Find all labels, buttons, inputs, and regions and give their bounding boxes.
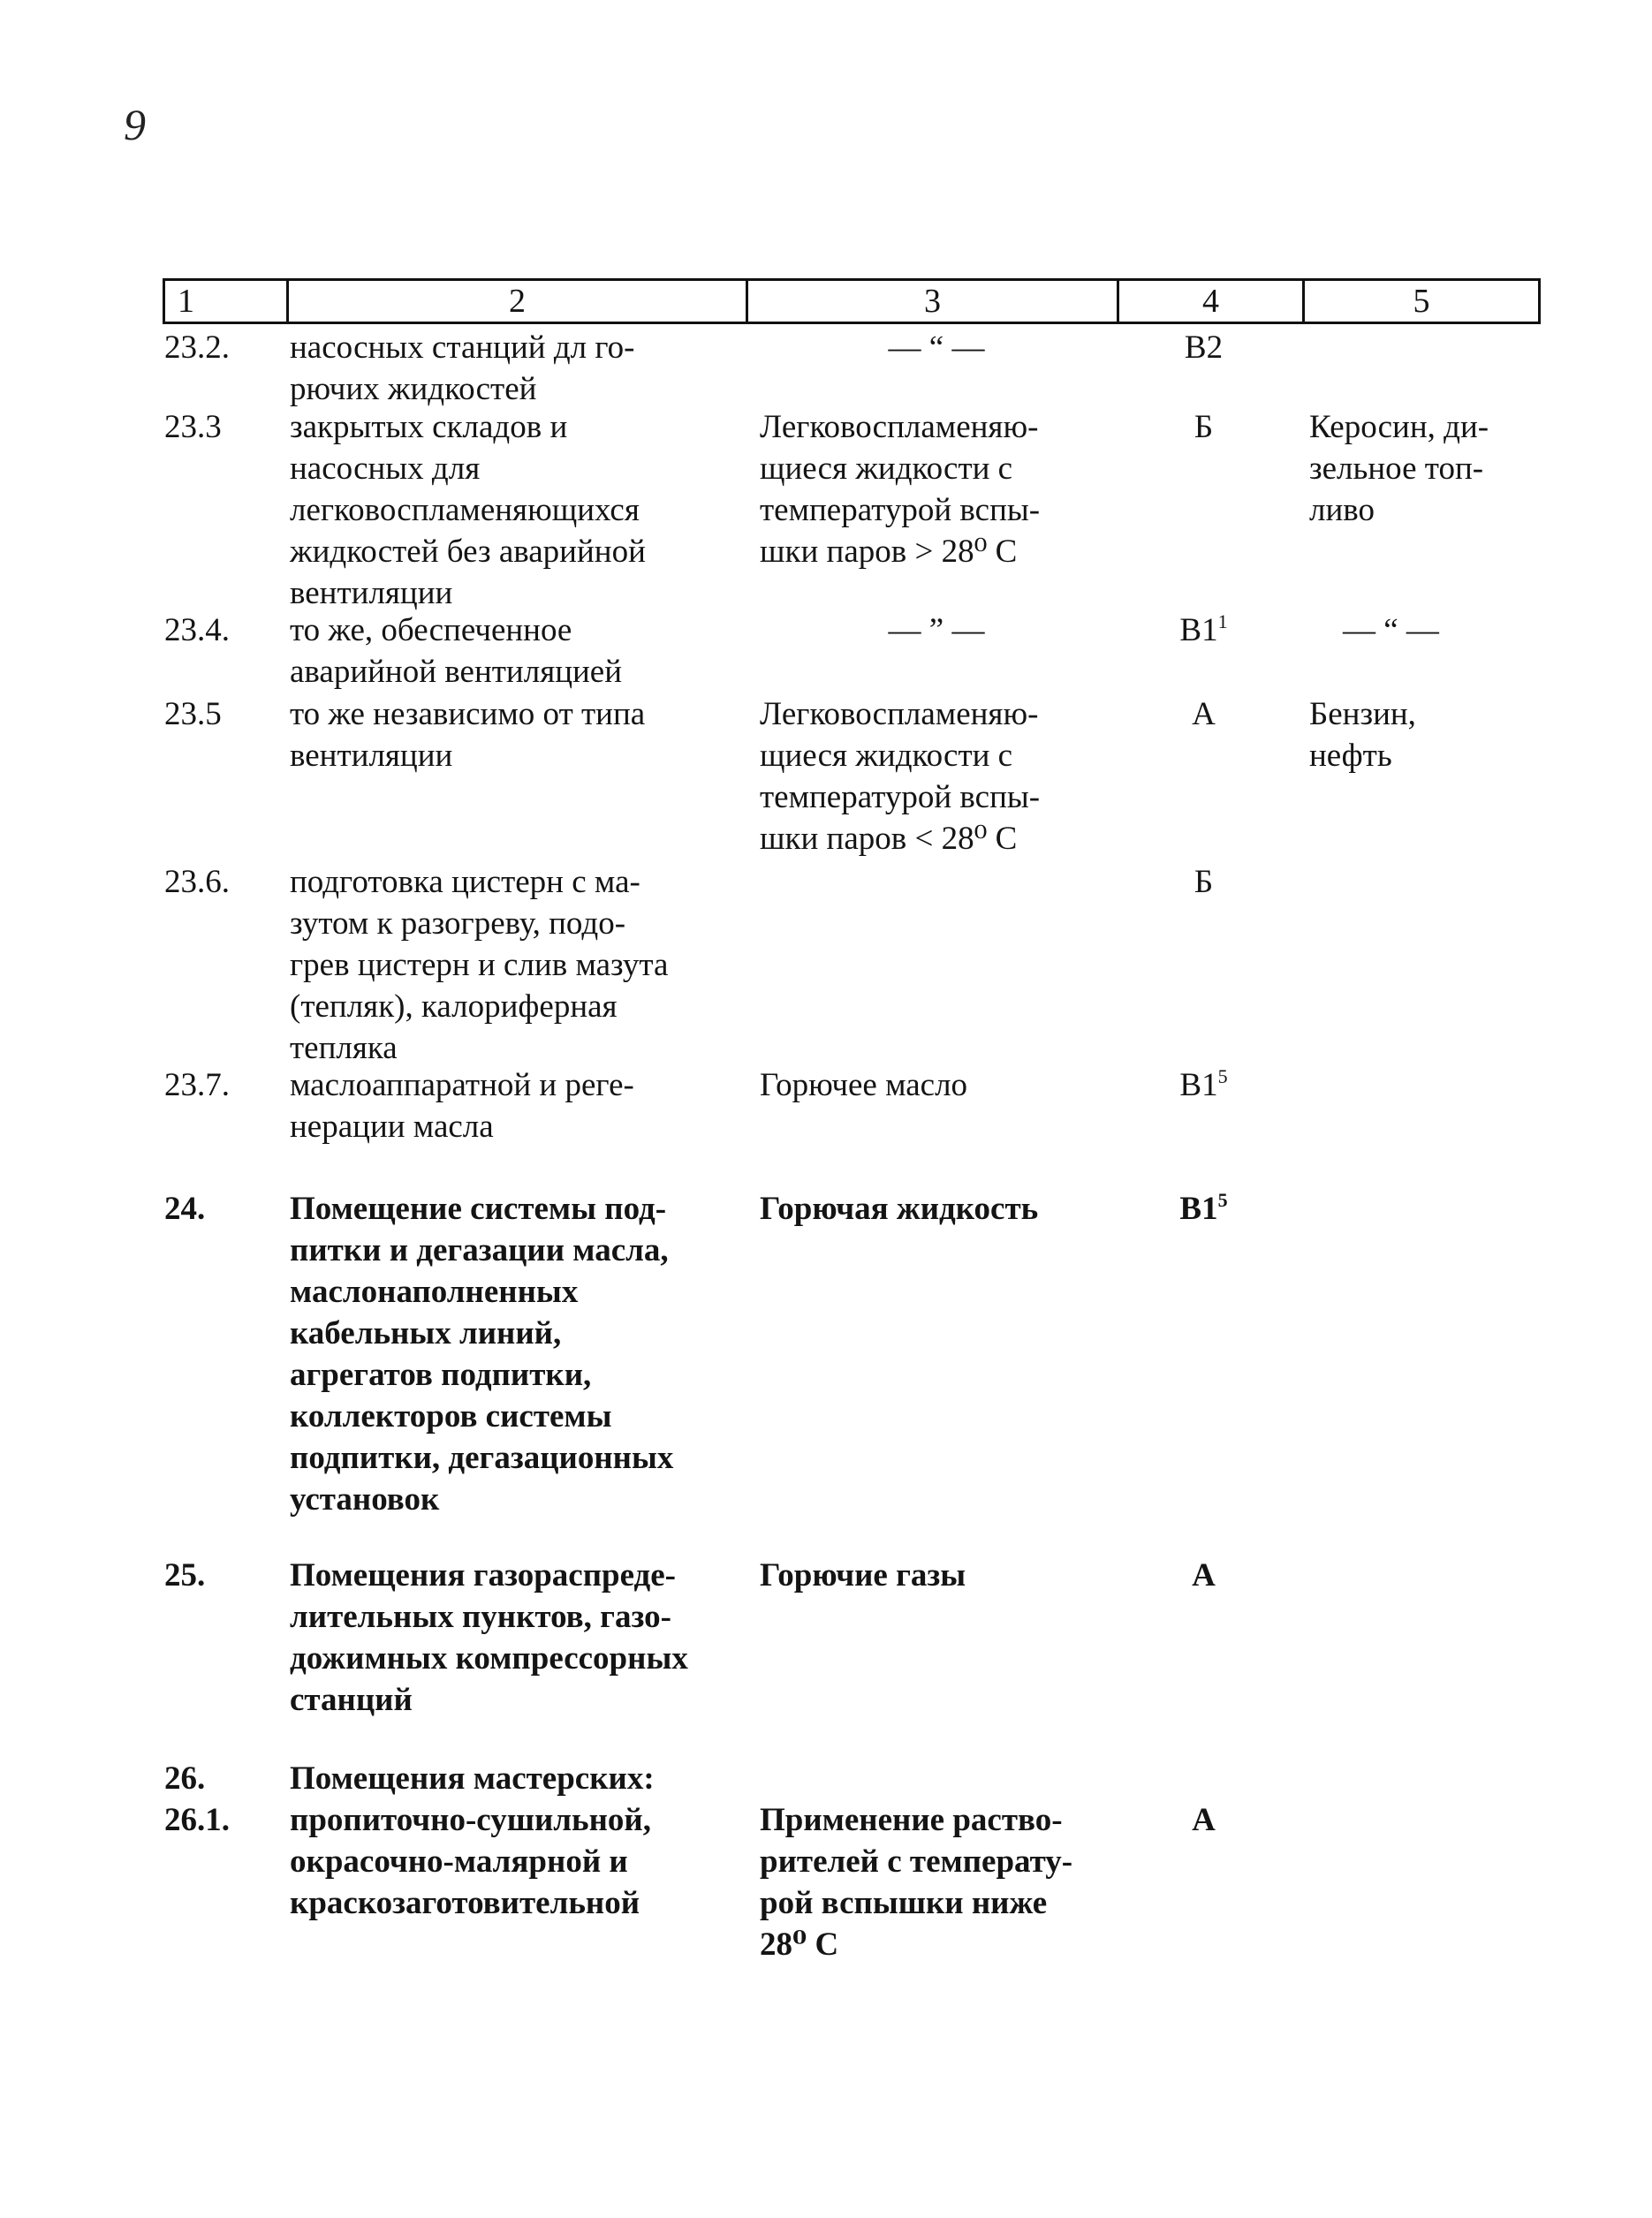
description-line: закрытых складов и [290, 409, 568, 445]
row-category [1140, 1188, 1268, 1230]
material-line: — ” — [888, 612, 985, 648]
material-line: Горючие газы [760, 1557, 966, 1593]
description-line: агрегатов подпитки, [290, 1357, 592, 1393]
row-category [1140, 1555, 1268, 1596]
description-line: Помещения газораспреде- [290, 1557, 677, 1593]
row-material [760, 1758, 1131, 1965]
row-number: 23.3 [164, 409, 222, 445]
row-example [1343, 609, 1581, 651]
description-line: тепляка [290, 1030, 398, 1066]
material-line: Легковоспламеняю- [760, 696, 1039, 732]
material-line: щиеся жидкости с [760, 450, 1013, 487]
example-line: — “ — [1343, 612, 1439, 648]
material-line: температурой вспы- [760, 492, 1041, 528]
description-line: рючих жидкостей [290, 371, 537, 407]
column-header-4: 4 [1119, 281, 1305, 322]
material-line: рой вспышки ниже [760, 1885, 1048, 1921]
category-label: А [1192, 1557, 1216, 1593]
material-line [760, 1758, 1131, 1799]
category-label: В1 [1179, 1067, 1218, 1103]
description-line: аварийной вентиляцией [290, 654, 623, 690]
description-line: Помещение системы под- [290, 1191, 667, 1227]
row-number: 26. 26.1. [164, 1760, 230, 1838]
column-header-3: 3 [748, 281, 1119, 322]
description-line: окрасочно-малярной и [290, 1843, 628, 1880]
description-line: вентиляции [290, 575, 453, 611]
table-header [163, 278, 1541, 324]
description-line: то же, обеспеченное [290, 612, 572, 648]
description-line: лительных пунктов, газо- [290, 1599, 671, 1635]
row-number: 23.2. [164, 329, 230, 366]
material-line: шки паров < 28⁰ С [760, 821, 1018, 857]
material-line: Горючая жидкость [760, 1191, 1039, 1227]
example-line: ливо [1309, 492, 1375, 528]
description-line: подпитки, дегазационных [290, 1440, 674, 1476]
row-description [290, 1064, 749, 1147]
description-line: маслонаполненных [290, 1274, 579, 1310]
description-line: насосных для [290, 450, 481, 487]
example-line: Бензин, [1309, 696, 1416, 732]
row-category [1140, 609, 1268, 651]
description-line: то же независимо от типа [290, 696, 646, 732]
description-line: коллекторов системы [290, 1398, 612, 1435]
description-line: дожимных компрессорных [290, 1640, 688, 1677]
row-description [290, 693, 749, 776]
row-category [1140, 861, 1268, 903]
row-number: 23.6. [164, 864, 230, 900]
material-line: Легковоспламеняю- [760, 409, 1039, 445]
row-number: 25. [164, 1557, 206, 1593]
category-label: В2 [1184, 329, 1224, 366]
material-line: Применение раство- [760, 1802, 1063, 1838]
material-line: — “ — [888, 329, 985, 366]
example-line: зельное топ- [1309, 450, 1484, 487]
description-line: станций [290, 1682, 413, 1718]
description-line: кабельных линий, [290, 1315, 562, 1351]
material-line: температурой вспы- [760, 779, 1041, 815]
category-superscript: 1 [1217, 610, 1228, 632]
example-line: нефть [1309, 738, 1392, 774]
description-line: нерации масла [290, 1109, 494, 1145]
material-line: рителей с температу- [760, 1843, 1073, 1880]
row-material [760, 693, 1131, 859]
row-material [760, 1188, 1131, 1230]
row-number: 23.7. [164, 1067, 230, 1103]
description-line: установок [290, 1481, 440, 1518]
material-line: шки паров > 28⁰ С [760, 534, 1018, 570]
row-description [290, 1758, 749, 1924]
row-material [760, 1064, 1131, 1106]
category-label: Б [1194, 864, 1214, 900]
description-line: питки и дегазации масла, [290, 1232, 669, 1268]
column-header-1: 1 [165, 281, 289, 322]
column-header-5: 5 [1413, 283, 1430, 320]
row-description [290, 861, 749, 1069]
material-line: Горючее масло [760, 1067, 968, 1103]
row-description [290, 327, 749, 410]
description-line: маслоаппаратной и реге- [290, 1067, 634, 1103]
category-label: В1 [1179, 612, 1218, 648]
page-number: 9 [124, 100, 146, 149]
description-line: пропиточно-сушильной, [290, 1802, 651, 1838]
description-line: легковоспламеняющихся [290, 492, 640, 528]
description-line: жидкостей без аварийной [290, 534, 646, 570]
example-line: Керосин, ди- [1309, 409, 1489, 445]
category-label: А [1192, 696, 1216, 732]
row-material [804, 609, 1069, 651]
column-header-2: 2 [289, 281, 748, 322]
description-line: вентиляции [290, 738, 453, 774]
row-description [290, 1188, 749, 1520]
description-line: зутом к разогреву, подо- [290, 905, 626, 942]
row-category [1140, 1064, 1268, 1106]
description-line: грев цистерн и слив мазута [290, 947, 669, 983]
category-label: А [1192, 1802, 1216, 1838]
row-category [1140, 693, 1268, 735]
row-description [290, 1555, 749, 1721]
description-line: насосных станций дл го- [290, 329, 635, 366]
description-line: краскозаготовительной [290, 1885, 640, 1921]
category-label: Б [1194, 409, 1214, 445]
row-description [290, 406, 749, 614]
row-category [1140, 1799, 1268, 1841]
row-material [804, 327, 1069, 368]
material-line: щиеся жидкости с [760, 738, 1013, 774]
row-material [760, 406, 1131, 572]
row-description [290, 609, 749, 693]
row-number: 23.4. [164, 612, 230, 648]
material-line: 28⁰ С [760, 1927, 839, 1963]
row-category [1140, 327, 1268, 368]
row-category [1140, 406, 1268, 448]
row-number: 24. [164, 1191, 206, 1227]
description-line: (тепляк), калориферная [290, 988, 618, 1025]
description-line: Помещения мастерских: [290, 1760, 655, 1797]
row-example [1309, 406, 1548, 531]
row-example [1309, 693, 1548, 776]
row-number: 23.5 [164, 696, 222, 732]
category-superscript: 5 [1217, 1065, 1228, 1087]
row-material [760, 1555, 1131, 1596]
description-line: подготовка цистерн с ма- [290, 864, 640, 900]
category-label: В1 [1179, 1191, 1218, 1227]
category-superscript: 5 [1217, 1189, 1228, 1211]
